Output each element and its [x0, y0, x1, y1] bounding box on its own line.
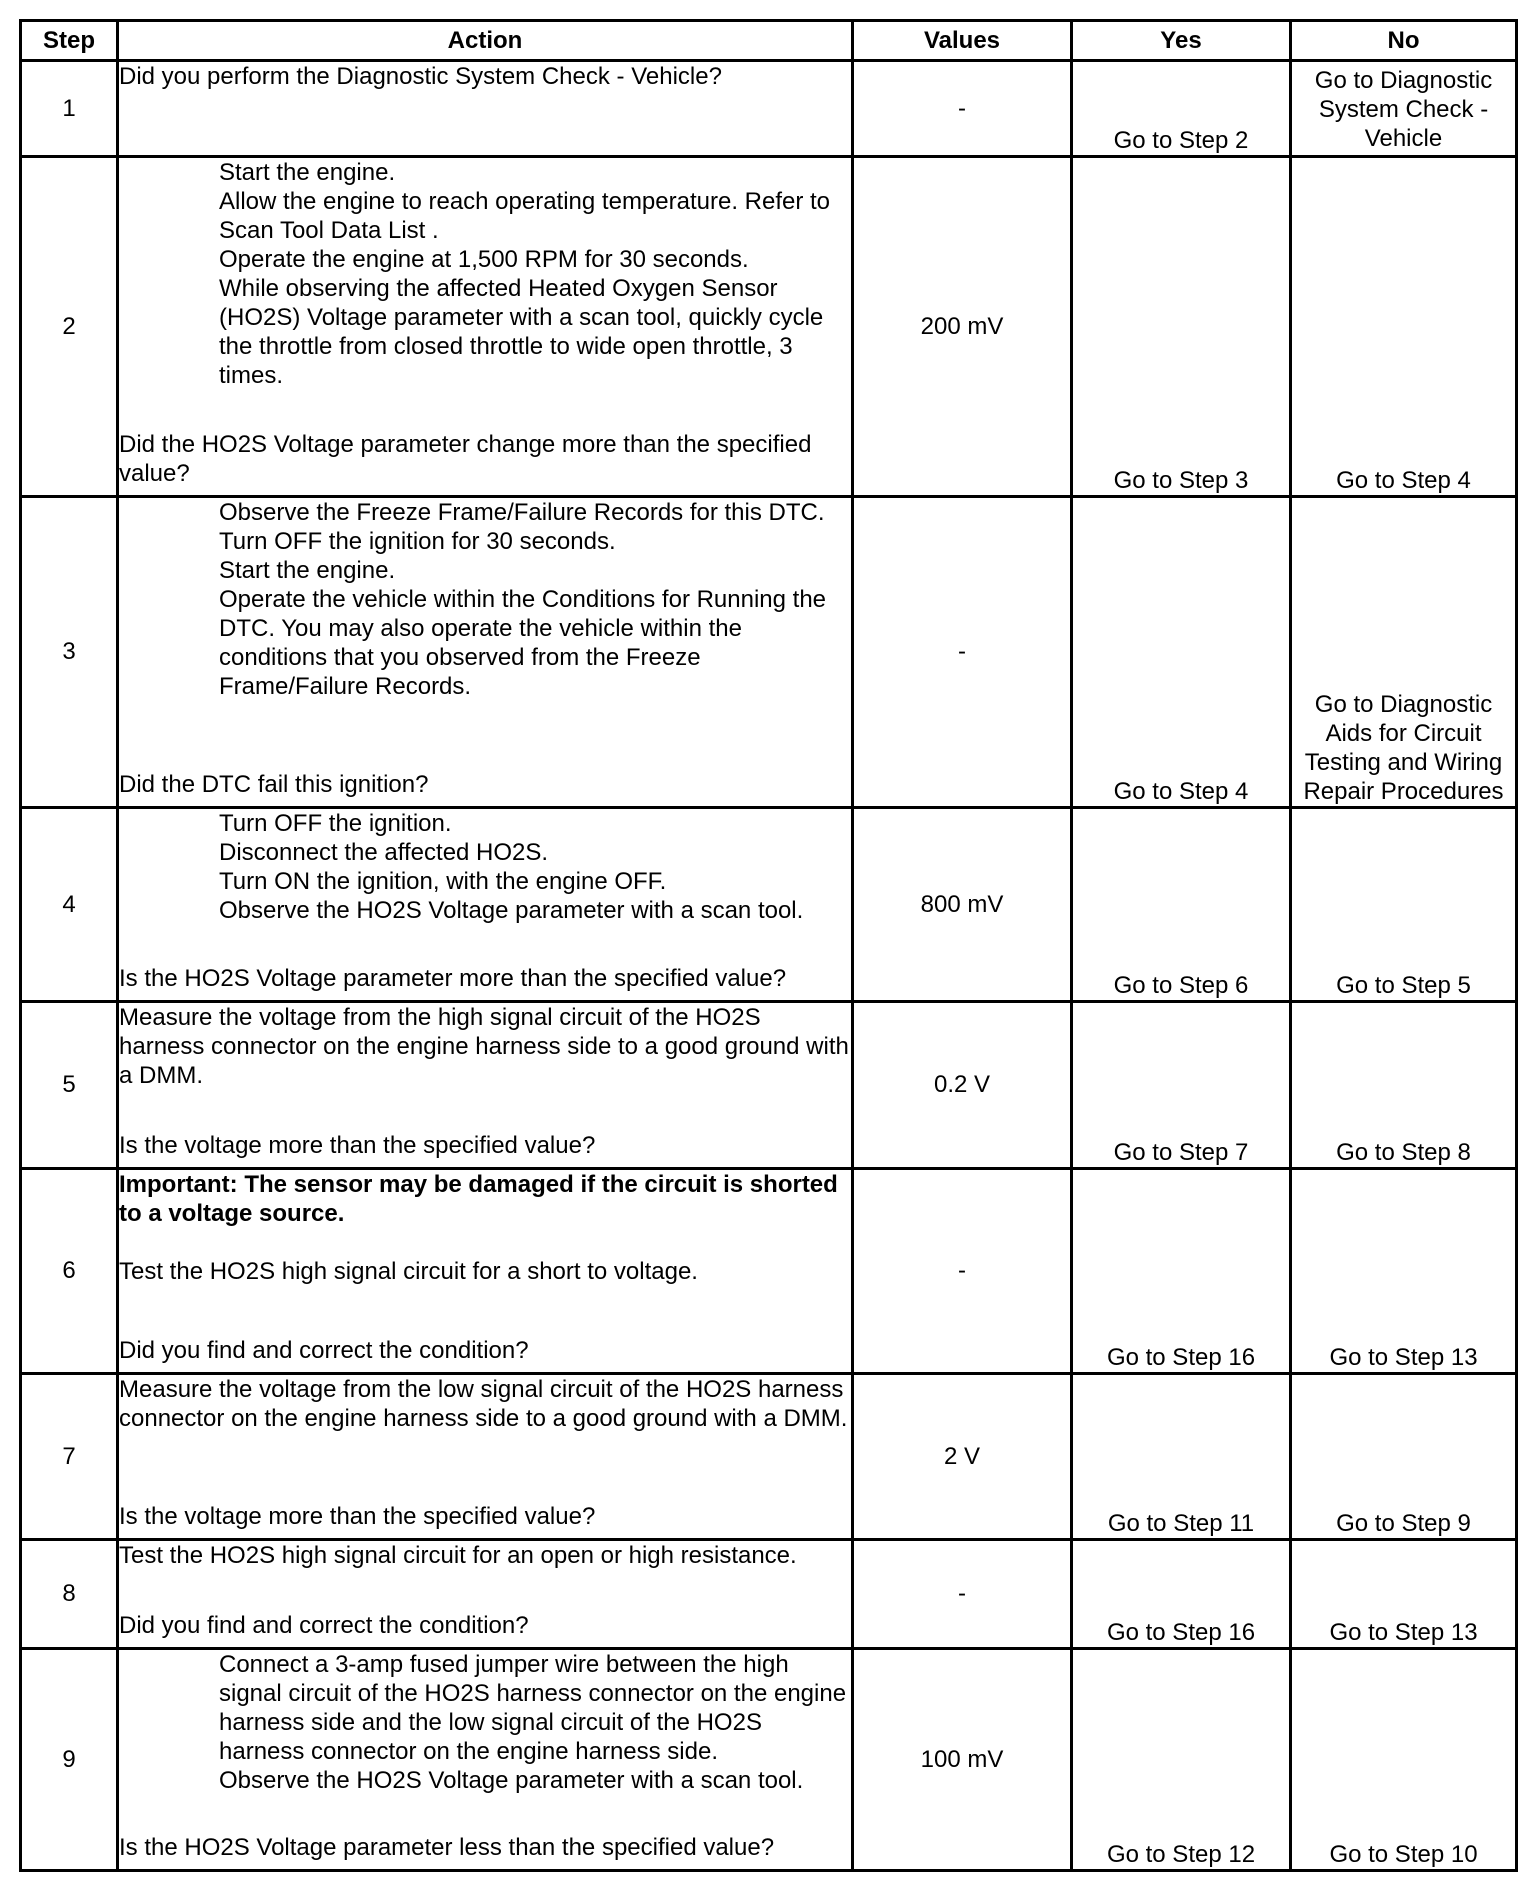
- table-row: [21, 497, 1517, 808]
- instruction: Turn ON the ignition, with the engine OFF.: [219, 868, 667, 895]
- action-question: Did the DTC fail this ignition?: [119, 771, 429, 798]
- header-row: [21, 21, 1517, 61]
- yes-link[interactable]: Go to Step 12: [1072, 1649, 1291, 1871]
- action-cell: [118, 1002, 853, 1169]
- yes-link[interactable]: Go to Step 4: [1072, 497, 1291, 808]
- step-number: 4: [21, 808, 118, 1002]
- no-link[interactable]: Go to Step 4: [1291, 157, 1517, 497]
- action-cell: [118, 1169, 853, 1374]
- instruction: Operate the engine at 1,500 RPM for 30 seconds.: [219, 246, 749, 273]
- action-question: Did the HO2S Voltage parameter change more than the specified value?: [119, 431, 812, 487]
- step-number: 1: [21, 61, 118, 157]
- value-cell: -: [853, 1169, 1072, 1374]
- table-row: [21, 1169, 1517, 1374]
- action-cell: [118, 1374, 853, 1540]
- value-cell: 2 V: [853, 1374, 1072, 1540]
- table-row: [21, 61, 1517, 157]
- action-cell: [118, 61, 853, 157]
- yes-link[interactable]: Go to Step 2: [1072, 61, 1291, 157]
- value-cell: -: [853, 1540, 1072, 1649]
- step-number: 8: [21, 1540, 118, 1649]
- action-question: Is the HO2S Voltage parameter more than the specified value?: [119, 965, 787, 992]
- instruction: Observe the HO2S Voltage parameter with a scan tool.: [219, 897, 804, 924]
- yes-link[interactable]: Go to Step 16: [1072, 1540, 1291, 1649]
- no-link[interactable]: Go to Step 5: [1291, 808, 1517, 1002]
- value-cell: 100 mV: [853, 1649, 1072, 1871]
- instruction: Turn OFF the ignition.: [219, 810, 452, 837]
- value-cell: 200 mV: [853, 157, 1072, 497]
- instruction: Connect a 3-amp fused jumper wire between the high signal circuit of the HO2S harness connector on the engine harness side and the low signal circuit of the HO2S harness connector on the engine harness side.: [219, 1651, 847, 1765]
- instruction: Allow the engine to reach operating temperature. Refer to Scan Tool Data List .: [219, 188, 831, 244]
- header-no: No: [1291, 21, 1517, 61]
- yes-link[interactable]: Go to Step 3: [1072, 157, 1291, 497]
- action-cell: [118, 1649, 853, 1871]
- value-cell: -: [853, 497, 1072, 808]
- action-question: Did you find and correct the condition?: [119, 1337, 529, 1364]
- yes-link[interactable]: Go to Step 7: [1072, 1002, 1291, 1169]
- no-link[interactable]: Go to Diagnostic System Check - Vehicle: [1291, 61, 1517, 157]
- step-number: 3: [21, 497, 118, 808]
- instruction: While observing the affected Heated Oxygen Sensor (HO2S) Voltage parameter with a scan tool, quickly cycle the throttle from closed throttle to wide open throttle, 3 times.: [219, 275, 824, 389]
- header-yes: Yes: [1072, 21, 1291, 61]
- no-link[interactable]: Go to Diagnostic Aids for Circuit Testing and Wiring Repair Procedures: [1291, 497, 1517, 808]
- important-note: Important: The sensor may be damaged if the circuit is shorted to a voltage source.: [119, 1171, 838, 1227]
- table-row: [21, 1374, 1517, 1540]
- action-text: Test the HO2S high signal circuit for an open or high resistance.: [119, 1542, 797, 1569]
- table-row: [21, 1649, 1517, 1871]
- action-question: Is the voltage more than the specified value?: [119, 1503, 596, 1530]
- action-question: Is the voltage more than the specified value?: [119, 1132, 596, 1159]
- instruction: Observe the Freeze Frame/Failure Records for this DTC.: [219, 499, 825, 526]
- no-link[interactable]: Go to Step 13: [1291, 1169, 1517, 1374]
- action-question: Is the HO2S Voltage parameter less than the specified value?: [119, 1834, 775, 1861]
- instruction: Turn OFF the ignition for 30 seconds.: [219, 528, 616, 555]
- instruction: Start the engine.: [219, 557, 396, 584]
- step-number: 2: [21, 157, 118, 497]
- table-row: [21, 1002, 1517, 1169]
- no-link[interactable]: Go to Step 9: [1291, 1374, 1517, 1540]
- header-values: Values: [853, 21, 1072, 61]
- action-cell: [118, 497, 853, 808]
- no-link[interactable]: Go to Step 13: [1291, 1540, 1517, 1649]
- step-number: 5: [21, 1002, 118, 1169]
- diagnostic-table: [19, 19, 1518, 1872]
- step-number: 9: [21, 1649, 118, 1871]
- action-cell: [118, 808, 853, 1002]
- value-cell: 0.2 V: [853, 1002, 1072, 1169]
- instruction: Operate the vehicle within the Conditions for Running the DTC. You may also operate the vehicle within the conditions that you observed from the Freeze Frame/Failure Records.: [219, 586, 827, 700]
- header-action: Action: [118, 21, 853, 61]
- yes-link[interactable]: Go to Step 16: [1072, 1169, 1291, 1374]
- instruction: Disconnect the affected HO2S.: [219, 839, 549, 866]
- instruction: Observe the HO2S Voltage parameter with a scan tool.: [219, 1767, 804, 1794]
- action-cell: [118, 157, 853, 497]
- no-link[interactable]: Go to Step 8: [1291, 1002, 1517, 1169]
- action-text: Measure the voltage from the low signal circuit of the HO2S harness connector on the engine harness side to a good ground with a DMM.: [119, 1376, 848, 1432]
- value-cell: -: [853, 61, 1072, 157]
- step-number: 6: [21, 1169, 118, 1374]
- table-row: [21, 808, 1517, 1002]
- table-row: [21, 157, 1517, 497]
- yes-link[interactable]: Go to Step 11: [1072, 1374, 1291, 1540]
- yes-link[interactable]: Go to Step 6: [1072, 808, 1291, 1002]
- step-number: 7: [21, 1374, 118, 1540]
- action-cell: [118, 1540, 853, 1649]
- no-link[interactable]: Go to Step 10: [1291, 1649, 1517, 1871]
- action-question: Did you perform the Diagnostic System Check - Vehicle?: [119, 63, 722, 90]
- action-text: Test the HO2S high signal circuit for a short to voltage.: [119, 1258, 698, 1285]
- value-cell: 800 mV: [853, 808, 1072, 1002]
- action-text: Measure the voltage from the high signal circuit of the HO2S harness connector on the engine harness side to a good ground with a DMM.: [119, 1004, 849, 1089]
- table-row: [21, 1540, 1517, 1649]
- action-question: Did you find and correct the condition?: [119, 1612, 529, 1639]
- instruction: Start the engine.: [219, 159, 396, 186]
- header-step: Step: [21, 21, 118, 61]
